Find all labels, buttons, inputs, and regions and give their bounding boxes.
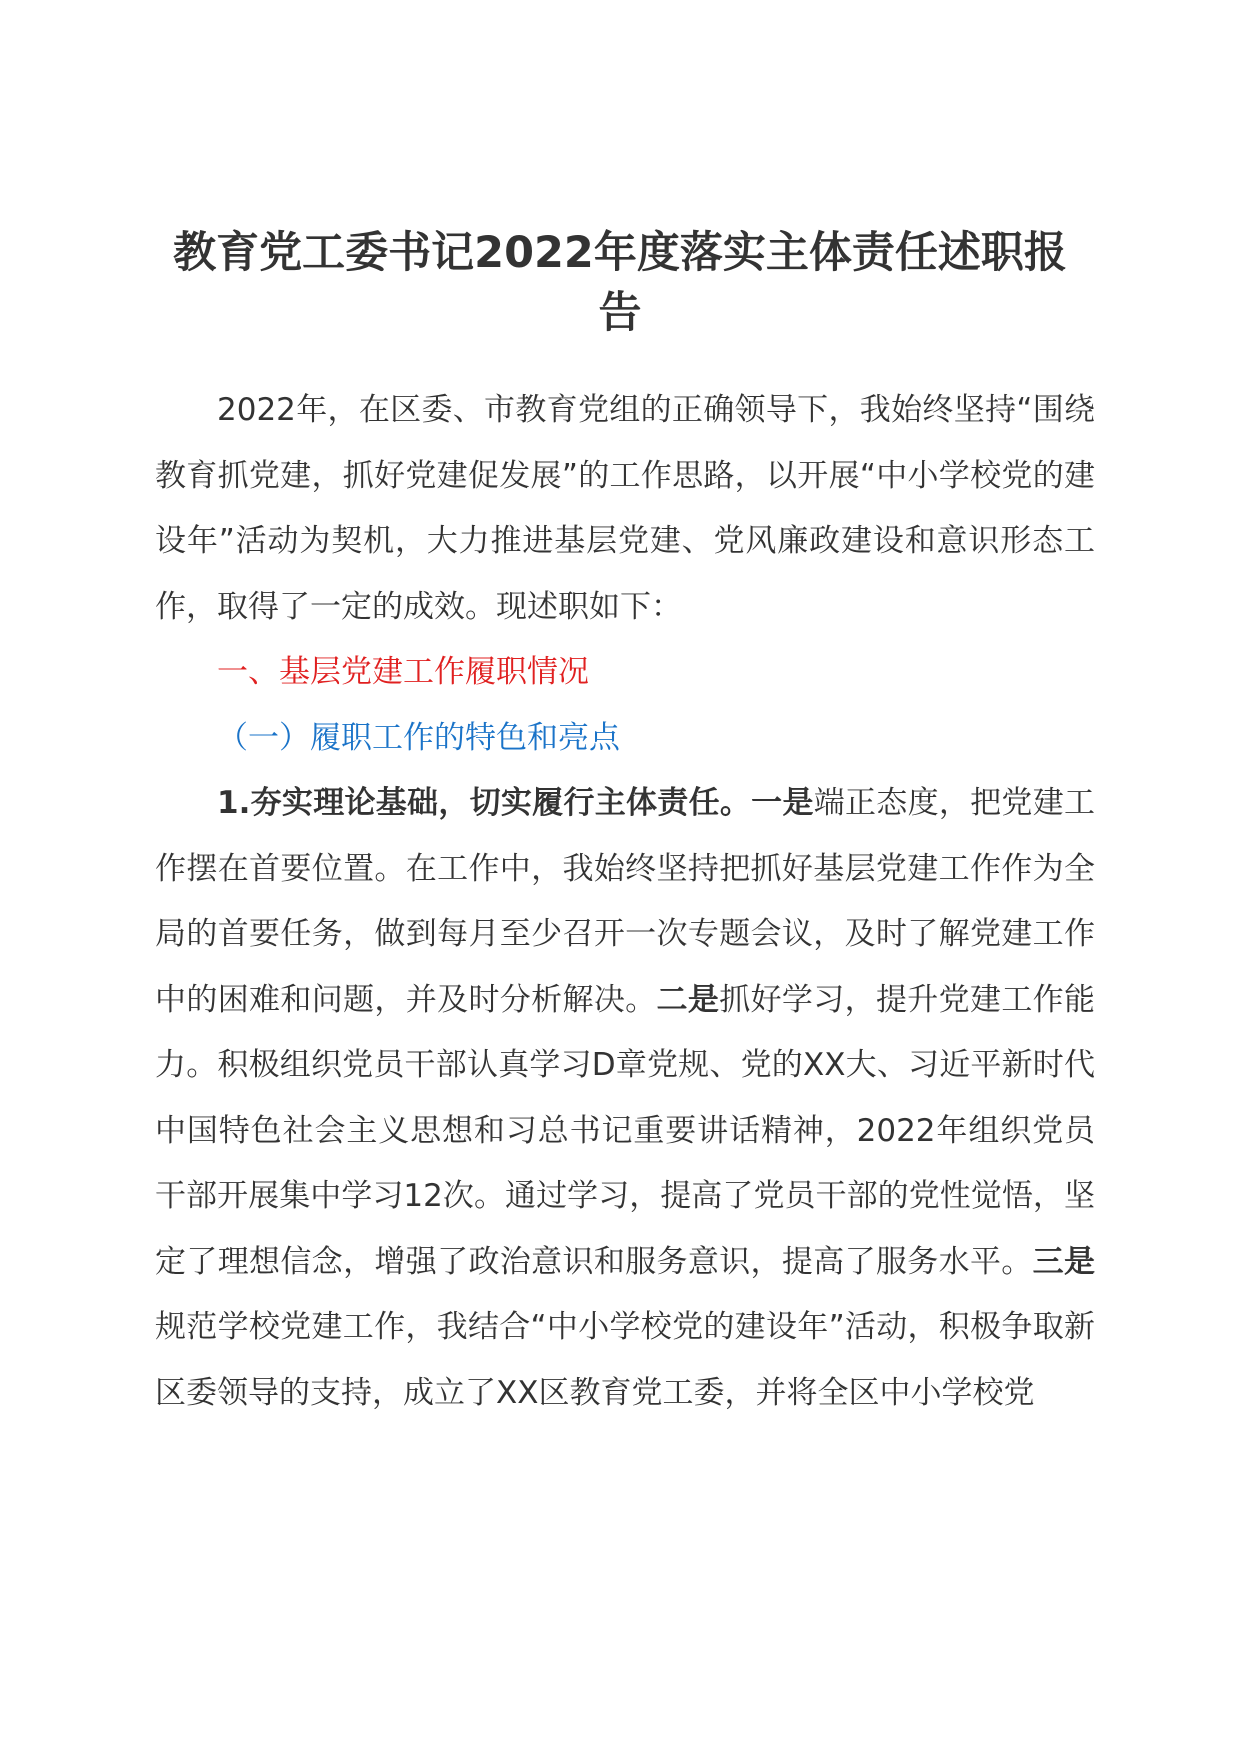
point-text-2: 抓好学习，提升党建工作能力。积极组织党员干部认真学习D章党规、党的XX大、习近平新时代中国特色社会主义思想和习总书记重要讲话精神，2022年组织党员干部开展集中学习12次。通过学习，提高了党员干部的党性觉悟，坚定了理想信念，增强了政治意识和服务意识，提高了服务水平。 [155,981,1096,1280]
section-heading: 一、基层党建工作履职情况 [217,654,589,690]
document-body [155,378,1095,1426]
point-marker-2: 二是 [656,981,720,1018]
point-text-3: 规范学校党建工作，我结合“中小学校党的建设年”活动，积极争取新区委领导的支持，成立了XX区教育党工委，并将全区中小学校党 [155,1309,1095,1411]
document-title: 教育党工委书记2022年度落实主体责任述职报告 [173,228,1067,338]
point-marker-3: 三是 [1032,1243,1096,1280]
item-bold-title: 1.夯实理论基础，切实履行主体责任。 [217,785,752,821]
point-marker-1: 一是 [751,785,814,821]
subsection-heading: （一）履职工作的特色和亮点 [217,719,620,756]
item-paragraph [155,771,1095,1426]
intro-paragraph: 2022年，在区委、市教育党组的正确领导下，我始终坚持“围绕教育抓党建，抓好党建促发展”的工作思路，以开展“中小学校党的建设年”活动为契机，大力推进基层党建、党风廉政建设和意识形态工作，取得了一定的成效。现述职如下： [155,392,1095,625]
point-text-1: 端正态度，把党建工作摆在首要位置。在工作中，我始终坚持把抓好基层党建工作作为全局的首要任务，做到每月至少召开一次专题会议，及时了解党建工作中的困难和问题，并及时分析解决。 [155,785,1095,1018]
